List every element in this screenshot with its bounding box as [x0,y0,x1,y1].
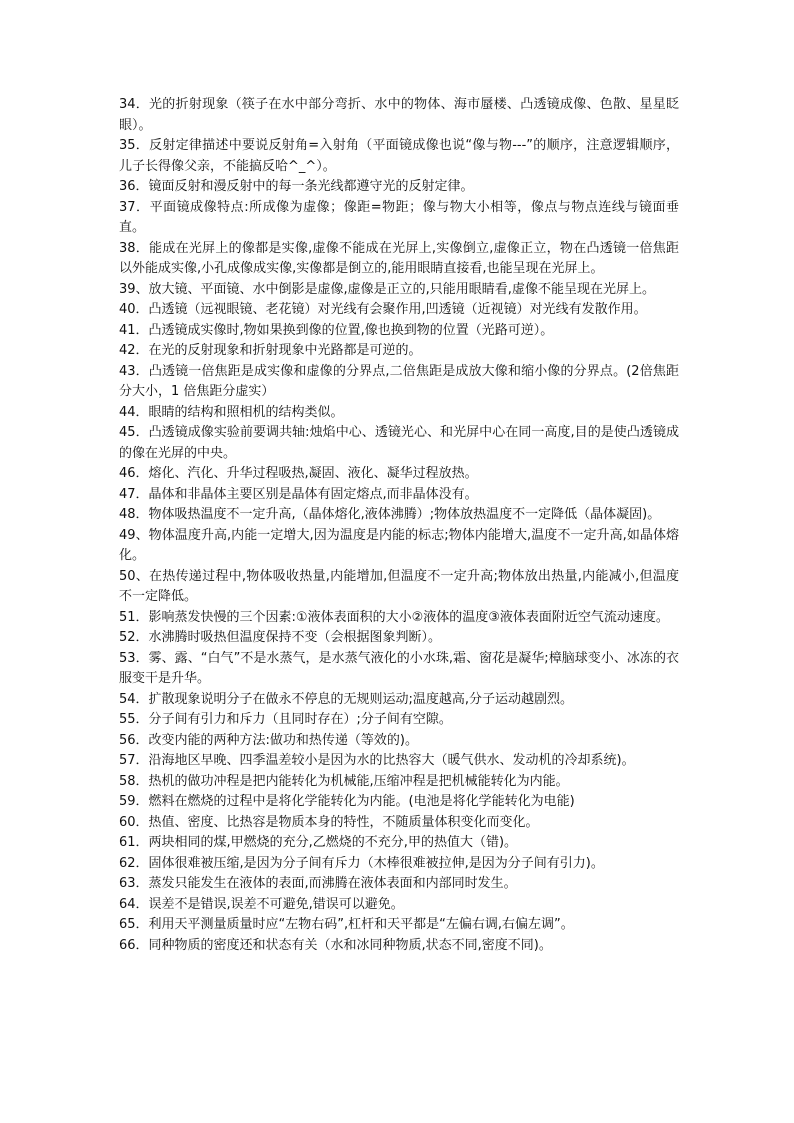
note-item-41: 41．凸透镜成实像时,物如果换到像的位置,像也换到物的位置（光路可逆）。 [119,322,554,338]
note-item-66: 66．同种物质的密度还和状态有关（水和冰同种物质,状态不同,密度不同)。 [119,937,552,953]
note-item-61: 61．两块相同的煤,甲燃烧的充分,乙燃烧的不充分,甲的热值大（错)。 [119,835,518,850]
note-item-40: 40．凸透镜（远视眼镜、老花镜）对光线有会聚作用,凹透镜（近视镜）对光线有发散作用。 [119,302,647,317]
note-item-44: 44．眼睛的结构和照相机的结构类似。 [119,404,344,420]
note-item-57: 57．沿海地区早晚、四季温差较小是因为水的比热容大（暖气供水、发动机的冷却系统)。 [119,753,635,768]
note-item-42: 42．在光的反射现象和折射现象中光路都是可逆的。 [119,343,422,358]
note-item-49: 49、物体温度升高,内能一定增大,因为温度是内能的标志;物体内能增大,温度不一定升高,如晶体熔化。 [119,527,679,563]
note-item-53: 53．雾、露、“白气”不是水蒸气，是水蒸气液化的小水珠,霜、窗花是凝华;樟脑球变小、冰冻的衣服变干是升华。 [119,650,679,686]
note-item-60: 60．热值、密度、比热容是物质本身的特性，不随质量体积变化而变化。 [119,814,539,830]
notes-list [119,95,679,956]
note-item-56: 56．改变内能的两种方法:做功和热传递（等效的)。 [119,732,418,748]
note-item-59: 59．燃料在燃烧的过程中是将化学能转化为内能。(电池是将化学能转化为电能) [119,794,575,809]
note-item-52: 52．水沸腾时吸热但温度保持不变（会根据图象判断）。 [119,630,442,645]
note-item-63: 63．蒸发只能发生在液体的表面,而沸腾在液体表面和内部同时发生。 [119,876,517,891]
note-item-51: 51．影响蒸发快慢的三个因素:①液体表面积的大小②液体的温度③液体表面附近空气流动速度。 [119,609,669,625]
note-item-45: 45．凸透镜成像实验前要调共轴:烛焰中心、透镜光心、和光屏中心在同一高度,目的是使凸透镜成的像在光屏的中央。 [119,425,679,461]
note-item-47: 47．晶体和非晶体主要区别是晶体有固定熔点,而非晶体没有。 [119,486,478,502]
note-item-48: 48．物体吸热温度不一定升高,（晶体熔化,液体沸腾）;物体放热温度不一定降低（晶体凝固)。 [119,507,661,522]
note-item-34: 34．光的折射现象（筷子在水中部分弯折、水中的物体、海市蜃楼、凸透镜成像、色散、星星眨眼）。 [119,97,679,133]
note-item-58: 58．热机的做功冲程是把内能转化为机械能,压缩冲程是把机械能转化为内能。 [119,773,569,789]
note-item-65: 65．利用天平测量质量时应“左物右码”,杠杆和天平都是“左偏右调,右偏左调”。 [119,917,574,932]
note-item-54: 54．扩散现象说明分子在做永不停息的无规则运动;温度越高,分子运动越剧烈。 [119,691,574,707]
note-item-37: 37．平面镜成像特点:所成像为虚像；像距=物距；像与物大小相等，像点与物点连线与镜面垂直。 [119,199,679,235]
note-item-36: 36．镜面反射和漫反射中的每一条光线都遵守光的反射定律。 [119,179,474,194]
note-item-62: 62．固体很难被压缩,是因为分子间有斥力（木棒很难被拉伸,是因为分子间有引力)。 [119,855,604,871]
note-item-35: 35．反射定律描述中要说反射角=入射角（平面镜成像也说“像与物---”的顺序，注意逻辑顺序，儿子长得像父亲，不能搞反哈^_^）。 [119,138,679,174]
note-item-38: 38．能成在光屏上的像都是实像,虚像不能成在光屏上,实像倒立,虚像正立，物在凸透镜一倍焦距以外能成实像,小孔成像成实像,实像都是倒立的,能用眼睛直接看,也能呈现在光屏上。 [119,240,679,276]
note-item-43: 43．凸透镜一倍焦距是成实像和虚像的分界点,二倍焦距是成放大像和缩小像的分界点。(2倍焦距分大小，1 倍焦距分虚实） [119,363,679,399]
note-item-39: 39、放大镜、平面镜、水中倒影是虚像,虚像是正立的,只能用眼睛看,虚像不能呈现在光屏上。 [119,281,655,297]
note-item-50: 50、在热传递过程中,物体吸收热量,内能增加,但温度不一定升高;物体放出热量,内能减小,但温度不一定降低。 [119,568,679,604]
note-item-46: 46．熔化、汽化、升华过程吸热,凝固、液化、凝华过程放热。 [119,466,478,481]
note-item-64: 64．误差不是错误,误差不可避免,错误可以避免。 [119,896,404,912]
note-item-55: 55．分子间有引力和斥力（且同时存在）;分子间有空隙。 [119,712,452,727]
